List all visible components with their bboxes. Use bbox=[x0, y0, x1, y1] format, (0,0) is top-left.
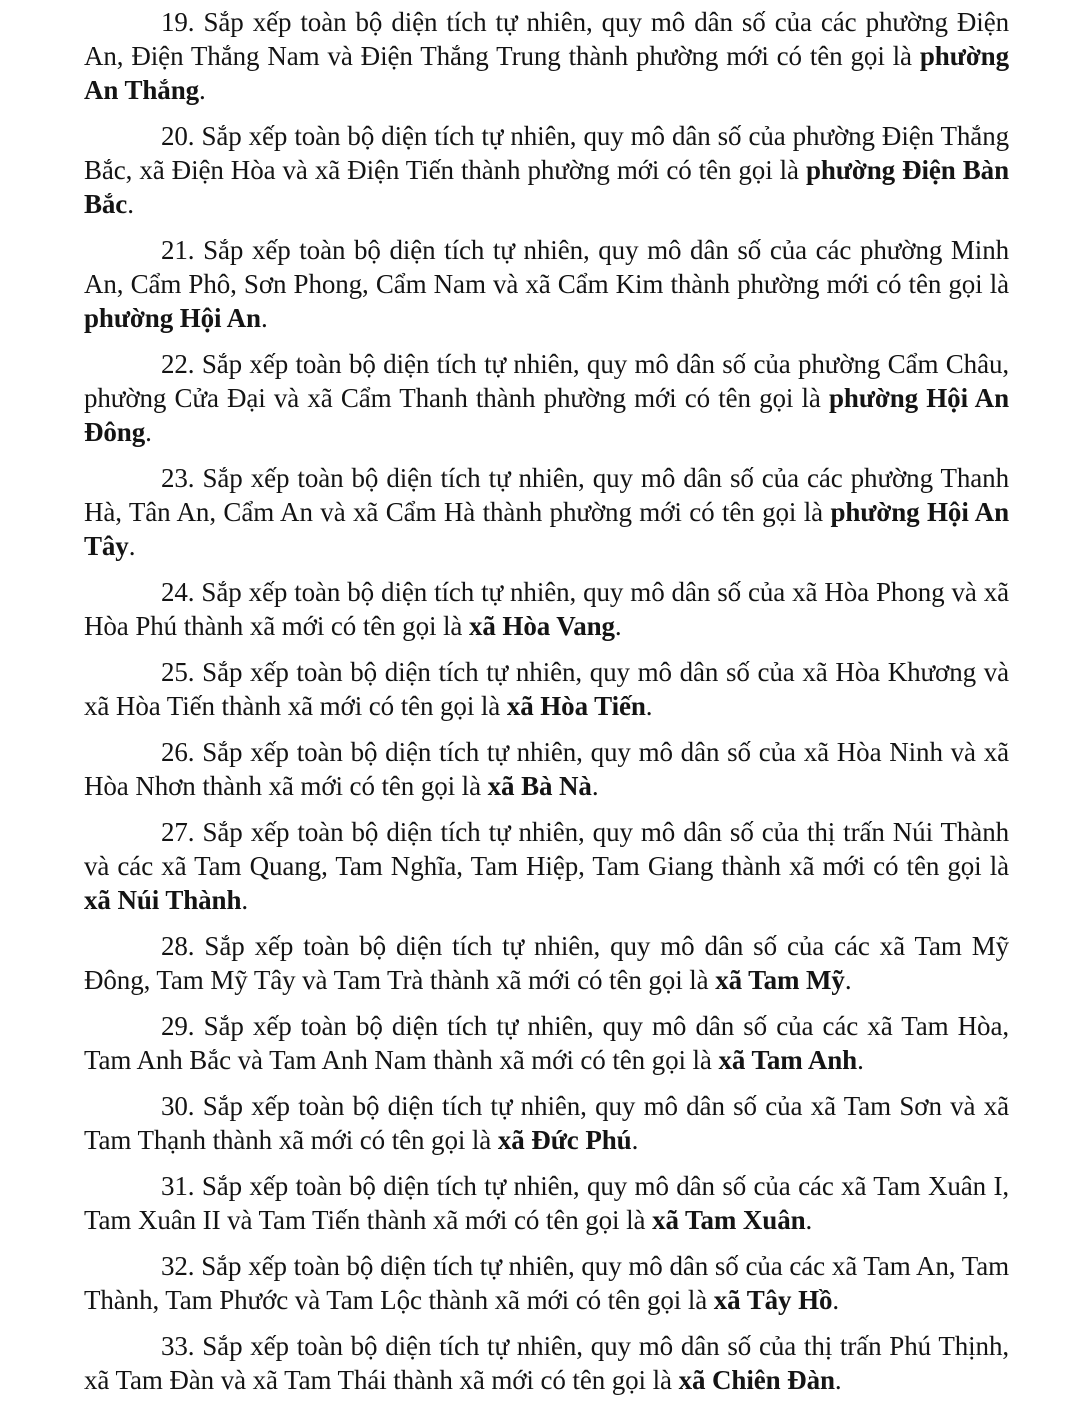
new-unit-name: phường Hội An bbox=[84, 303, 261, 333]
paragraph-33 bbox=[84, 1329, 1009, 1397]
paragraph-text: Sắp xếp toàn bộ diện tích tự nhiên, quy mô dân số của phường Cẩm Châu, phường Cửa Đại và xã Cẩm Thanh thành phường mới có tên gọi là bbox=[84, 349, 1010, 413]
new-unit-name: phường Điện Bàn Bắc bbox=[84, 155, 1009, 219]
new-unit-name: xã Tam Xuân bbox=[652, 1205, 806, 1235]
paragraph-25 bbox=[84, 655, 1009, 723]
paragraph-number: 29. bbox=[161, 1011, 195, 1041]
paragraph-20 bbox=[84, 119, 1009, 221]
paragraph-end: . bbox=[834, 1365, 842, 1395]
paragraph-number: 32. bbox=[161, 1251, 195, 1281]
paragraph-26 bbox=[84, 735, 1009, 803]
paragraph-text: Sắp xếp toàn bộ diện tích tự nhiên, quy mô dân số của các xã Tam Mỹ Đông, Tam Mỹ Tây và Tam Trà thành xã mới có tên gọi là bbox=[84, 931, 1009, 995]
paragraph-end: . bbox=[832, 1285, 840, 1315]
paragraph-23 bbox=[84, 461, 1009, 563]
paragraph-text: Sắp xếp toàn bộ diện tích tự nhiên, quy mô dân số của các xã Tam Hòa, Tam Anh Bắc và Tam Anh Nam thành xã mới có tên gọi là bbox=[84, 1011, 1009, 1075]
paragraph-text: Sắp xếp toàn bộ diện tích tự nhiên, quy mô dân số của xã Hòa Ninh và xã Hòa Nhơn thành xã mới có tên gọi là bbox=[84, 737, 1009, 801]
new-unit-name: phường Hội An Tây bbox=[84, 497, 1009, 561]
paragraph-number: 19. bbox=[161, 7, 195, 37]
paragraph-number: 28. bbox=[161, 931, 195, 961]
paragraph-31 bbox=[84, 1169, 1009, 1237]
new-unit-name: phường An Thắng bbox=[84, 41, 1009, 105]
paragraph-number: 20. bbox=[161, 121, 195, 151]
paragraph-end: . bbox=[260, 303, 268, 333]
paragraph-30 bbox=[84, 1089, 1009, 1157]
paragraph-end: . bbox=[591, 771, 599, 801]
paragraph-number: 23. bbox=[161, 463, 195, 493]
paragraph-text: Sắp xếp toàn bộ diện tích tự nhiên, quy mô dân số của thị trấn Phú Thịnh, xã Tam Đàn và xã Tam Thái thành xã mới có tên gọi là bbox=[84, 1331, 1009, 1395]
paragraph-number: 26. bbox=[161, 737, 195, 767]
paragraph-number: 25. bbox=[161, 657, 195, 687]
new-unit-name: xã Đức Phú bbox=[497, 1125, 632, 1155]
paragraph-number: 27. bbox=[161, 817, 195, 847]
paragraph-text: Sắp xếp toàn bộ diện tích tự nhiên, quy mô dân số của xã Hòa Khương và xã Hòa Tiến thành xã mới có tên gọi là bbox=[84, 657, 1009, 721]
paragraph-text: Sắp xếp toàn bộ diện tích tự nhiên, quy mô dân số của thị trấn Núi Thành và các xã Tam Quang, Tam Nghĩa, Tam Hiệp, Tam Giang thành xã mới có tên gọi là bbox=[84, 817, 1009, 881]
paragraph-end: . bbox=[145, 417, 152, 447]
paragraph-21 bbox=[84, 233, 1009, 335]
paragraph-28 bbox=[84, 929, 1009, 997]
new-unit-name: xã Chiên Đàn bbox=[678, 1365, 835, 1395]
paragraph-number: 24. bbox=[161, 577, 195, 607]
paragraph-number: 30. bbox=[161, 1091, 195, 1121]
paragraph-end: . bbox=[241, 885, 249, 915]
new-unit-name: phường Hội An Đông bbox=[84, 383, 1009, 447]
paragraph-text: Sắp xếp toàn bộ diện tích tự nhiên, quy mô dân số của các phường Minh An, Cẩm Phô, Sơn Phong, Cẩm Nam và xã Cẩm Kim thành phường mới có tên gọi là bbox=[84, 235, 1010, 299]
paragraph-end: . bbox=[127, 189, 134, 219]
paragraph-text: Sắp xếp toàn bộ diện tích tự nhiên, quy mô dân số của các xã Tam Xuân I, Tam Xuân II và Tam Tiến thành xã mới có tên gọi là bbox=[84, 1171, 1009, 1235]
paragraph-29 bbox=[84, 1009, 1009, 1077]
paragraph-end: . bbox=[614, 611, 622, 641]
new-unit-name: xã Tây Hồ bbox=[713, 1285, 833, 1315]
paragraph-end: . bbox=[128, 531, 136, 561]
paragraph-22 bbox=[84, 347, 1009, 449]
paragraph-32 bbox=[84, 1249, 1009, 1317]
paragraph-number: 21. bbox=[161, 235, 195, 265]
new-unit-name: xã Hòa Vang bbox=[468, 611, 615, 641]
new-unit-name: xã Tam Mỹ bbox=[715, 965, 845, 995]
paragraph-text: Sắp xếp toàn bộ diện tích tự nhiên, quy mô dân số của xã Hòa Phong và xã Hòa Phú thành xã mới có tên gọi là bbox=[84, 577, 1009, 641]
paragraph-number: 22. bbox=[161, 349, 195, 379]
paragraph-19 bbox=[84, 5, 1009, 107]
paragraph-end: . bbox=[645, 691, 653, 721]
new-unit-name: xã Núi Thành bbox=[84, 885, 242, 915]
paragraph-end: . bbox=[199, 75, 206, 105]
paragraph-end: . bbox=[805, 1205, 813, 1235]
paragraph-text: Sắp xếp toàn bộ diện tích tự nhiên, quy mô dân số của xã Tam Sơn và xã Tam Thạnh thành xã mới có tên gọi là bbox=[84, 1091, 1009, 1155]
paragraph-end: . bbox=[844, 965, 852, 995]
paragraph-number: 31. bbox=[161, 1171, 195, 1201]
paragraph-text: Sắp xếp toàn bộ diện tích tự nhiên, quy mô dân số của phường Điện Thắng Bắc, xã Điện Hòa và xã Điện Tiến thành phường mới có tên gọi là bbox=[84, 121, 1009, 185]
new-unit-name: xã Tam Anh bbox=[718, 1045, 858, 1075]
paragraph-end: . bbox=[857, 1045, 864, 1075]
new-unit-name: xã Bà Nà bbox=[487, 771, 592, 801]
paragraph-24 bbox=[84, 575, 1009, 643]
paragraph-number: 33. bbox=[161, 1331, 195, 1361]
paragraph-end: . bbox=[631, 1125, 639, 1155]
paragraph-text: Sắp xếp toàn bộ diện tích tự nhiên, quy mô dân số của các xã Tam An, Tam Thành, Tam Phước và Tam Lộc thành xã mới có tên gọi là bbox=[84, 1251, 1009, 1315]
paragraph-text: Sắp xếp toàn bộ diện tích tự nhiên, quy mô dân số của các phường Điện An, Điện Thắng Nam và Điện Thắng Trung thành phường mới có tên gọi là bbox=[84, 7, 1009, 71]
new-unit-name: xã Hòa Tiến bbox=[506, 691, 646, 721]
paragraph-27 bbox=[84, 815, 1009, 917]
paragraph-text: Sắp xếp toàn bộ diện tích tự nhiên, quy mô dân số của các phường Thanh Hà, Tân An, Cẩm An và xã Cẩm Hà thành phường mới có tên gọi là bbox=[84, 463, 1009, 527]
